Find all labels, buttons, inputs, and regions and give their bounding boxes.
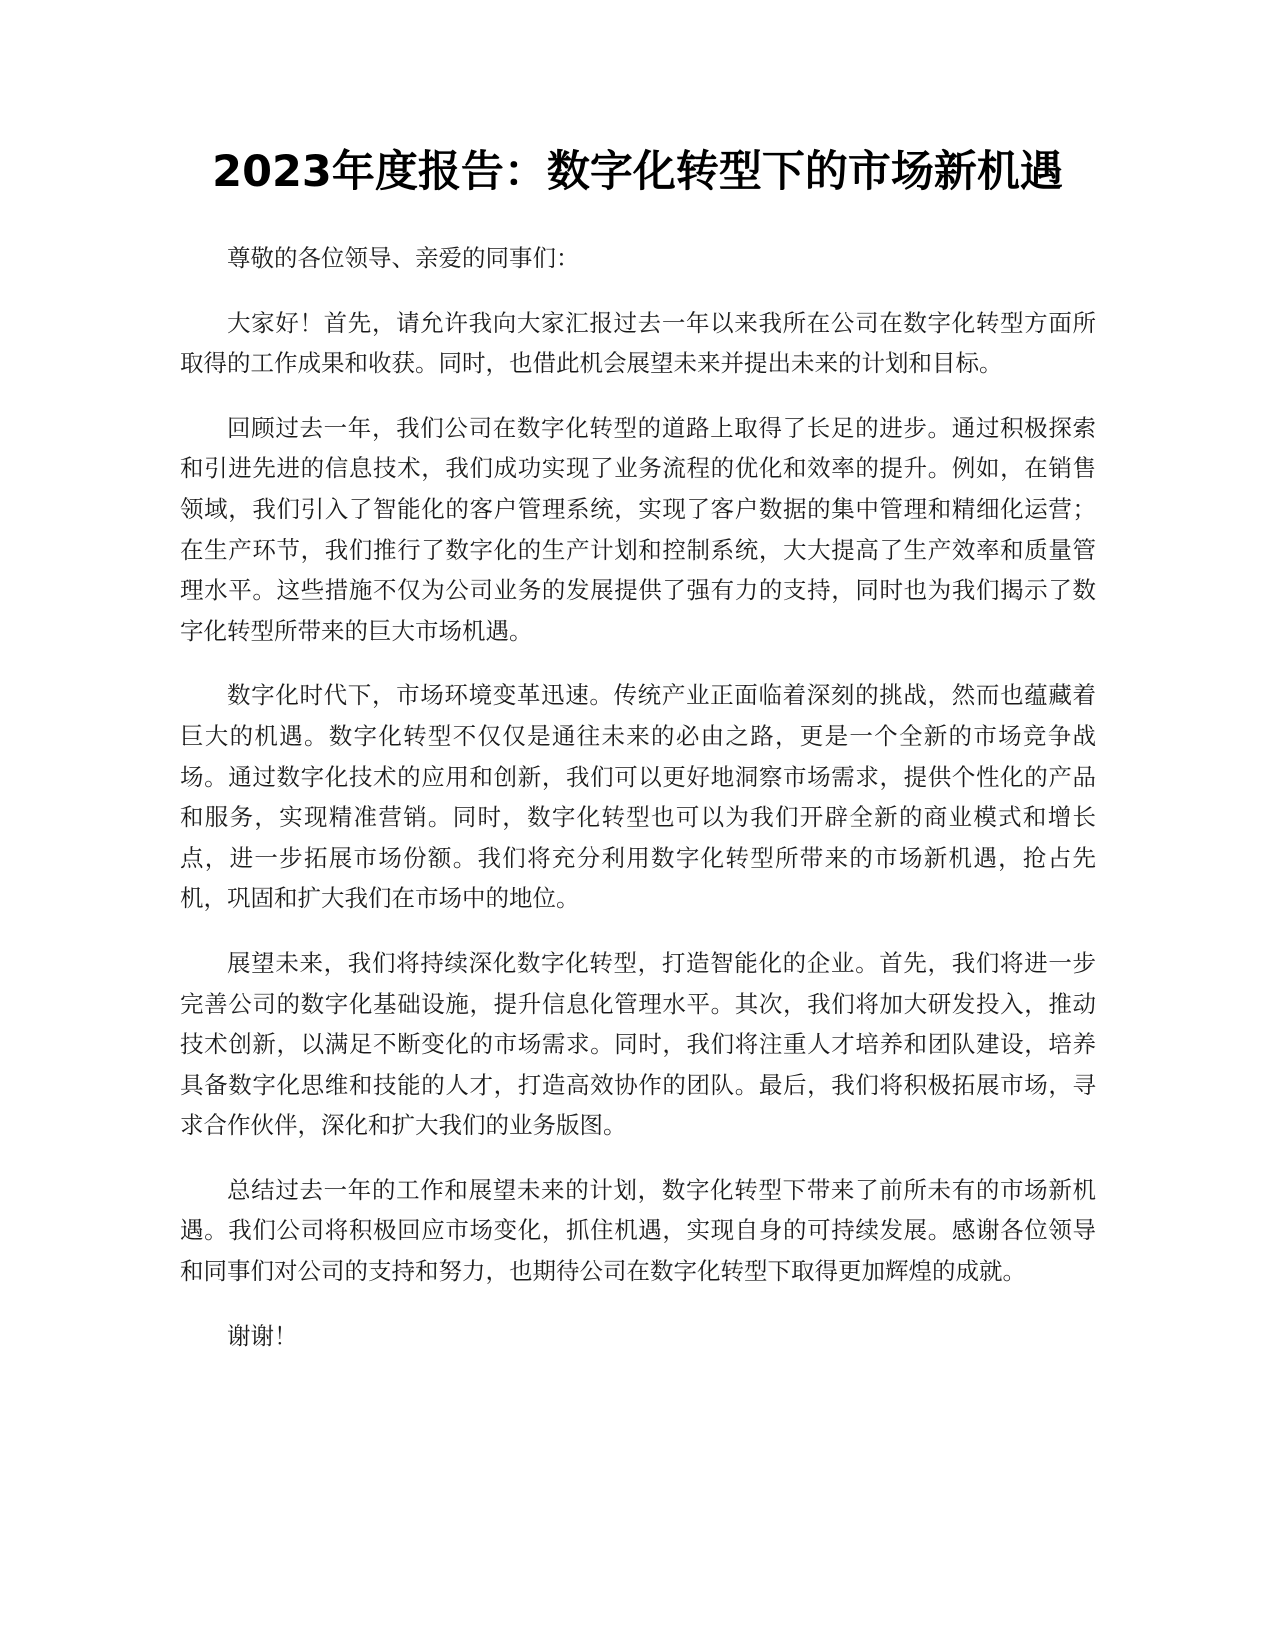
- summary-paragraph: 总结过去一年的工作和展望未来的计划，数字化转型下带来了前所未有的市场新机遇。我们公司将积极回应市场变化，抓住机遇，实现自身的可持续发展。感谢各位领导和同事们对公司的支持和努力，也期待公司在数字化转型下取得更加辉煌的成就。: [180, 1175, 1096, 1286]
- document-body: [180, 238, 1096, 1380]
- closing-paragraph: 谢谢！: [227, 1321, 298, 1350]
- opening-paragraph: 大家好！首先，请允许我向大家汇报过去一年以来我所在公司在数字化转型方面所取得的工作成果和收获。同时，也借此机会展望未来并提出未来的计划和目标。: [180, 308, 1096, 378]
- salutation-paragraph: 尊敬的各位领导、亲爱的同事们：: [227, 244, 580, 272]
- market-paragraph: 数字化时代下，市场环境变革迅速。传统产业正面临着深刻的挑战，然而也蕴藏着巨大的机遇。数字化转型不仅仅是通往未来的必由之路，更是一个全新的市场竞争战场。通过数字化技术的应用和创新，我们可以更好地洞察市场需求，提供个性化的产品和服务，实现精准营销。同时，数字化转型也可以为我们开辟全新的商业模式和增长点，进一步拓展市场份额。我们将充分利用数字化转型所带来的市场新机遇，抢占先机，巩固和扩大我们在市场中的地位。: [180, 681, 1096, 913]
- outlook-paragraph: 展望未来，我们将持续深化数字化转型，打造智能化的企业。首先，我们将进一步完善公司的数字化基础设施，提升信息化管理水平。其次，我们将加大研发投入，推动技术创新，以满足不断变化的市场需求。同时，我们将注重人才培养和团队建设，培养具备数字化思维和技能的人才，打造高效协作的团队。最后，我们将积极拓展市场，寻求合作伙伴，深化和扩大我们的业务版图。: [180, 948, 1096, 1140]
- review-paragraph: 回顾过去一年，我们公司在数字化转型的道路上取得了长足的进步。通过积极探索和引进先进的信息技术，我们成功实现了业务流程的优化和效率的提升。例如，在销售领域，我们引入了智能化的客户管理系统，实现了客户数据的集中管理和精细化运营；在生产环节，我们推行了数字化的生产计划和控制系统，大大提高了生产效率和质量管理水平。这些措施不仅为公司业务的发展提供了强有力的支持，同时也为我们揭示了数字化转型所带来的巨大市场机遇。: [180, 413, 1096, 645]
- document-title: 2023年度报告：数字化转型下的市场新机遇: [212, 147, 1063, 197]
